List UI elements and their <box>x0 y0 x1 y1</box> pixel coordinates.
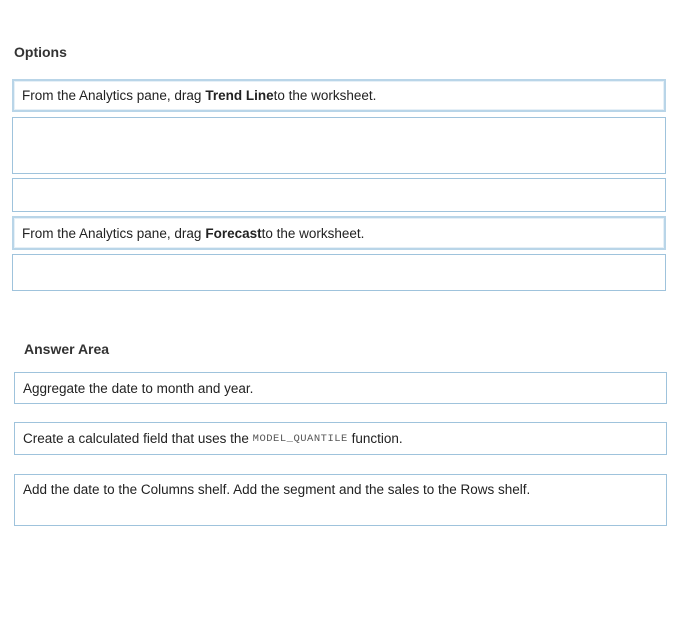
option-item-prefix: From the Analytics pane, drag <box>22 88 202 103</box>
option-item-suffix: to the worksheet. <box>261 225 365 241</box>
option-item-forecast[interactable] <box>12 216 666 250</box>
options-heading: Options <box>14 44 67 60</box>
answer-item-aggregate-date[interactable] <box>14 372 667 404</box>
answer-item-text: Add the date to the Columns shelf. Add the segment and the sales to the Rows shelf. <box>23 482 531 497</box>
answer-item-calculated-field[interactable] <box>14 422 667 455</box>
option-item-bold: Trend Line <box>205 88 274 103</box>
answer-item-text: Aggregate the date to month and year. <box>23 380 254 396</box>
answer-item-prefix: Create a calculated field that uses the <box>23 431 253 446</box>
option-slot-empty-2[interactable] <box>12 178 666 212</box>
option-item-trend-line[interactable] <box>12 79 666 112</box>
option-item-suffix: to the worksheet. <box>273 88 377 103</box>
answer-item-suffix: function. <box>347 431 403 446</box>
option-item-prefix: From the Analytics pane, drag <box>22 225 202 241</box>
option-item-bold: Forecast <box>205 225 262 241</box>
answer-item-columns-rows[interactable] <box>14 474 667 526</box>
option-slot-empty-1[interactable] <box>12 117 666 174</box>
option-slot-empty-3[interactable] <box>12 254 666 291</box>
answer-item-code: MODEL_QUANTILE <box>252 432 348 445</box>
answer-area-heading: Answer Area <box>24 341 110 357</box>
